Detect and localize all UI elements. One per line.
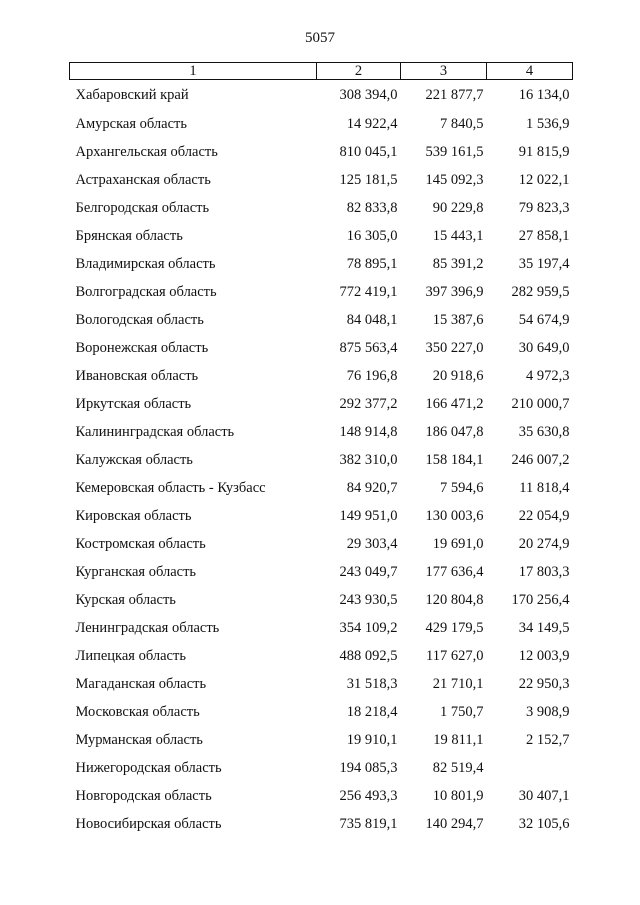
region-name-cell: Волгоградская область: [75, 284, 217, 300]
region-name-cell: Мурманская область: [75, 732, 203, 748]
value-cell-col4: 34 149,5: [518, 620, 570, 636]
region-name-cell: Нижегородская область: [75, 760, 222, 776]
region-name-cell: Кемеровская область - Кузбасс: [75, 480, 266, 496]
value-cell-col4: 12 003,9: [518, 648, 570, 664]
region-name-cell: Иркутская область: [75, 396, 192, 412]
value-cell-col3: 10 801,9: [432, 788, 484, 804]
column-header-2: 2: [317, 63, 401, 80]
value-cell-col2: 194 085,3: [339, 760, 398, 776]
value-cell-col3: 20 918,6: [432, 368, 484, 384]
value-cell-col2: 84 920,7: [346, 480, 398, 496]
value-cell-col4: 16 134,0: [518, 87, 570, 103]
value-cell-col4: 4 972,3: [526, 368, 570, 384]
table-row: [70, 194, 573, 222]
region-name-cell: Воронежская область: [75, 340, 209, 356]
value-cell-col4: 12 022,1: [518, 172, 570, 188]
value-cell-col3: 397 396,9: [425, 284, 484, 300]
value-cell-col2: 148 914,8: [339, 424, 398, 440]
region-name-cell: Курская область: [75, 592, 176, 608]
value-cell-col3: 186 047,8: [425, 424, 484, 440]
value-cell-col4: 79 823,3: [518, 200, 570, 216]
region-name-cell: Ленинградская область: [75, 620, 220, 636]
region-name-cell: Астраханская область: [75, 172, 211, 188]
table-row: [70, 586, 573, 614]
value-cell-col3: 82 519,4: [432, 760, 484, 776]
value-cell-col4: 22 054,9: [518, 508, 570, 524]
value-cell-col2: 308 394,0: [339, 87, 398, 103]
column-header-1: 1: [70, 63, 317, 80]
table-row: [70, 446, 573, 474]
header-row: [70, 63, 573, 80]
table-row: [70, 278, 573, 306]
table-row: [70, 670, 573, 698]
value-cell-col3: 7 594,6: [440, 480, 484, 496]
table-row: [70, 166, 573, 194]
value-cell-col2: 16 305,0: [346, 228, 398, 244]
region-name-cell: Хабаровский край: [75, 87, 189, 103]
value-cell-col3: 120 804,8: [425, 592, 484, 608]
value-cell-col2: 149 951,0: [339, 508, 398, 524]
value-cell-col4: 2 152,7: [526, 732, 570, 748]
table-row: [70, 362, 573, 390]
value-cell-col2: 82 833,8: [346, 200, 398, 216]
value-cell-col3: 130 003,6: [425, 508, 484, 524]
table-row: [70, 418, 573, 446]
value-cell-col4: 27 858,1: [518, 228, 570, 244]
table-row: [70, 782, 573, 810]
value-cell-col3: 85 391,2: [432, 256, 484, 272]
value-cell-col3: 166 471,2: [425, 396, 484, 412]
value-cell-col4: 20 274,9: [518, 536, 570, 552]
value-cell-col4: 54 674,9: [518, 312, 570, 328]
value-cell-col3: 158 184,1: [425, 452, 484, 468]
region-name-cell: Калининградская область: [75, 424, 235, 440]
value-cell-col2: 125 181,5: [339, 172, 398, 188]
value-cell-col2: 256 493,3: [339, 788, 398, 804]
value-cell-col4: [487, 754, 573, 782]
region-name-cell: Белгородская область: [75, 200, 210, 216]
value-cell-col3: 140 294,7: [425, 816, 484, 832]
region-name-cell: Брянская область: [75, 228, 183, 244]
region-name-cell: Костромская область: [75, 536, 206, 552]
value-cell-col3: 19 811,1: [433, 732, 484, 748]
table-row: [70, 726, 573, 754]
value-cell-col2: 292 377,2: [339, 396, 398, 412]
value-cell-col3: 7 840,5: [440, 116, 484, 132]
table-row: [70, 306, 573, 334]
value-cell-col2: 84 048,1: [346, 312, 398, 328]
table-row: [70, 810, 573, 838]
table-row: [70, 558, 573, 586]
region-name-cell: Вологодская область: [75, 312, 204, 328]
value-cell-col2: 243 930,5: [339, 592, 398, 608]
value-cell-col3: 1 750,7: [440, 704, 484, 720]
region-name-cell: Калужская область: [75, 452, 193, 468]
value-cell-col3: 90 229,8: [432, 200, 484, 216]
column-header-3: 3: [401, 63, 487, 80]
value-cell-col3: 15 443,1: [432, 228, 484, 244]
value-cell-col4: 170 256,4: [511, 592, 570, 608]
value-cell-col3: 21 710,1: [432, 676, 484, 692]
table-row: [70, 614, 573, 642]
value-cell-col2: 735 819,1: [339, 816, 398, 832]
table-row: [70, 250, 573, 278]
value-cell-col2: 14 922,4: [346, 116, 398, 132]
table-row: [70, 138, 573, 166]
region-name-cell: Архангельская область: [75, 144, 218, 160]
value-cell-col2: 19 910,1: [346, 732, 398, 748]
column-header-4: 4: [487, 63, 573, 80]
region-name-cell: Курганская область: [75, 564, 197, 580]
value-cell-col3: 350 227,0: [425, 340, 484, 356]
value-cell-col2: 354 109,2: [339, 620, 398, 636]
table-row: [70, 754, 573, 782]
value-cell-col4: 246 007,2: [511, 452, 570, 468]
region-name-cell: Амурская область: [75, 116, 187, 132]
value-cell-col4: 35 630,8: [518, 424, 570, 440]
value-cell-col2: 29 303,4: [346, 536, 398, 552]
data-table: [69, 62, 573, 838]
table-row: [70, 698, 573, 726]
table-row: [70, 642, 573, 670]
value-cell-col4: 22 950,3: [518, 676, 570, 692]
value-cell-col3: 15 387,6: [432, 312, 484, 328]
page-number: 5057: [305, 30, 335, 46]
region-name-cell: Московская область: [75, 704, 200, 720]
region-name-cell: Владимирская область: [75, 256, 216, 272]
value-cell-col2: 488 092,5: [339, 648, 398, 664]
value-cell-col4: 11 818,4: [519, 480, 570, 496]
value-cell-col4: 3 908,9: [526, 704, 570, 720]
value-cell-col3: 145 092,3: [425, 172, 484, 188]
region-name-cell: Магаданская область: [75, 676, 207, 692]
value-cell-col2: 76 196,8: [346, 368, 398, 384]
value-cell-col3: 177 636,4: [425, 564, 484, 580]
table-row: [70, 390, 573, 418]
value-cell-col2: 243 049,7: [339, 564, 398, 580]
value-cell-col2: 31 518,3: [346, 676, 398, 692]
table-body: [70, 80, 573, 839]
table-header: [70, 63, 573, 80]
table-row: [70, 474, 573, 502]
value-cell-col4: 30 649,0: [518, 340, 570, 356]
value-cell-col3: 539 161,5: [425, 144, 484, 160]
table-row: [70, 502, 573, 530]
table-row: [70, 530, 573, 558]
value-cell-col4: 32 105,6: [518, 816, 570, 832]
value-cell-col4: 30 407,1: [518, 788, 570, 804]
value-cell-col4: 17 803,3: [518, 564, 570, 580]
table-row: [70, 222, 573, 250]
value-cell-col4: 1 536,9: [526, 116, 570, 132]
table-row: [70, 80, 573, 111]
region-name-cell: Кировская область: [75, 508, 192, 524]
value-cell-col4: 91 815,9: [518, 144, 570, 160]
value-cell-col3: 221 877,7: [425, 87, 484, 103]
table-row: [70, 334, 573, 362]
region-name-cell: Липецкая область: [75, 648, 186, 664]
value-cell-col2: 875 563,4: [339, 340, 398, 356]
value-cell-col2: 78 895,1: [346, 256, 398, 272]
value-cell-col4: 35 197,4: [518, 256, 570, 272]
value-cell-col3: 19 691,0: [432, 536, 484, 552]
value-cell-col4: 282 959,5: [511, 284, 570, 300]
value-cell-col2: 810 045,1: [339, 144, 398, 160]
value-cell-col2: 18 218,4: [346, 704, 398, 720]
table-row: [70, 110, 573, 138]
value-cell-col3: 429 179,5: [425, 620, 484, 636]
region-name-cell: Новгородская область: [75, 788, 212, 804]
value-cell-col2: 382 310,0: [339, 452, 398, 468]
region-name-cell: Новосибирская область: [75, 816, 222, 832]
value-cell-col4: 210 000,7: [511, 396, 570, 412]
region-name-cell: Ивановская область: [75, 368, 199, 384]
value-cell-col2: 772 419,1: [339, 284, 398, 300]
value-cell-col3: 117 627,0: [426, 648, 484, 664]
